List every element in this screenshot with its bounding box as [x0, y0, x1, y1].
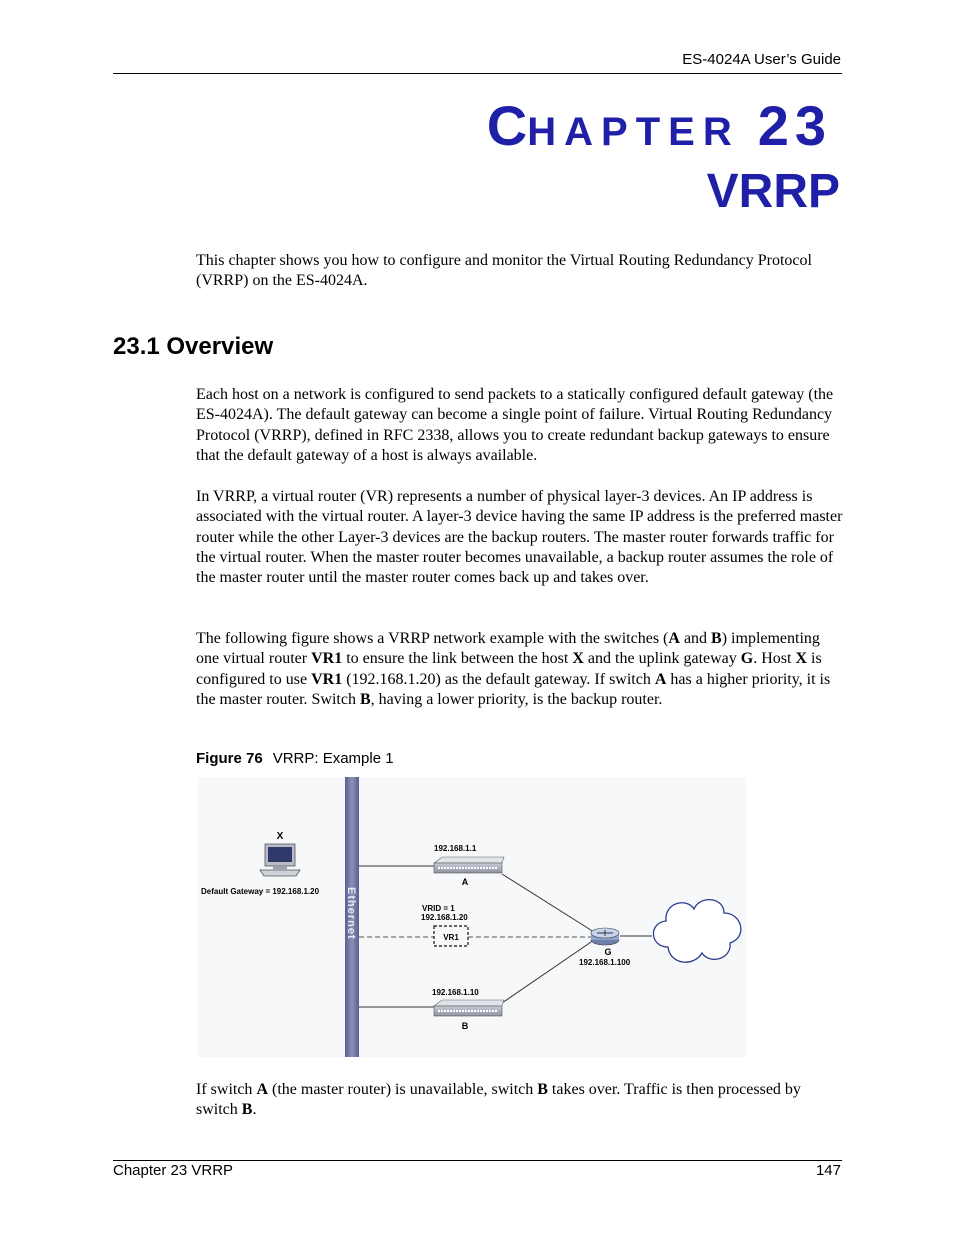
vr-ip: 192.168.1.20 [421, 913, 468, 922]
text-run: The following figure shows a VRRP network example with the switches ( [196, 630, 669, 647]
host-label: X [276, 831, 284, 842]
header-rule [113, 73, 842, 74]
bold-run: B [537, 1081, 548, 1098]
chapter-cap-letter: C [486, 94, 528, 157]
page-number: 147 [815, 1162, 841, 1179]
footer-chapter: Chapter 23 VRRP [113, 1162, 234, 1179]
bold-run: A [668, 630, 680, 647]
switch-a-ip: 192.168.1.1 [434, 844, 477, 853]
section-heading [113, 333, 273, 361]
paragraph-overview-2: In VRRP, a virtual router (VR) represents a number of physical layer-3 devices. An IP address is associated with the virtual router. A layer-3 device having the same IP address is the preferred master router while the other Layer-3 devices are the backup routers. The master router forwards traffic for the virtual router. When the master router becomes unavailable, a backup router assumes the role of the master router until the master router comes back up and takes over. [196, 488, 843, 587]
chapter-word: HAPTER [527, 110, 740, 154]
gateway-ip: 192.168.1.100 [579, 958, 631, 967]
paragraph-overview-3 [196, 629, 844, 710]
link-a-g [502, 874, 594, 932]
text-run: and [679, 630, 712, 647]
router-icon [591, 928, 619, 945]
text-run: and the uplink gateway [583, 650, 741, 668]
text-run: to ensure the link between the host [342, 650, 573, 668]
default-gateway-label: Default Gateway = 192.168.1.20 [201, 887, 320, 896]
bold-run: A [654, 670, 667, 688]
text-run: (the master router) is unavailable, switch [268, 1081, 538, 1098]
bold-run: A [256, 1081, 268, 1098]
gateway-label: G [604, 947, 612, 957]
text-run: ) implementing one virtual router [196, 630, 820, 668]
bold-run: B [359, 690, 371, 708]
ethernet-label: Ethernet [345, 887, 357, 940]
bold-run: B [241, 1101, 253, 1119]
chapter-number: 23 [757, 94, 832, 157]
switch-a-label: A [461, 877, 469, 887]
text-run: . Host [753, 650, 796, 668]
paragraph-overview-1: Each host on a network is configured to send packets to a statically configured default gateway (the ES-4024A). The default gateway can become a single point of failure. Virtual Routing Redundancy Protocol (VRRP), defined in RFC 2338, allows you to create redundant backup gateways to ensure that the default gateway of a host is always available. [196, 386, 834, 464]
bold-run: X [572, 650, 584, 668]
bold-run: B [711, 630, 722, 647]
internet-cloud-icon [653, 900, 740, 963]
figure-label: Figure 76 [196, 750, 263, 767]
text-run: is configured to use [196, 650, 822, 688]
switch-b-label: B [461, 1021, 469, 1031]
running-header: ES-4024A User’s Guide [682, 51, 841, 68]
vrrp-network-diagram [198, 777, 746, 1057]
vrid-label: VRID = 1 [422, 904, 455, 913]
text-run: , having a lower priority, is the backup router. [370, 690, 663, 708]
text-run: (192.168.1.20) as the default gateway. If switch [342, 670, 655, 688]
text-run: If switch [196, 1081, 257, 1098]
bold-run: G [740, 650, 754, 668]
figure-caption [196, 750, 394, 767]
switch-a-icon [434, 857, 504, 873]
bold-run: VR1 [311, 650, 343, 668]
section-title: Overview [166, 333, 274, 360]
switch-b-icon [434, 1000, 504, 1016]
paragraph-after-figure [196, 1080, 844, 1121]
figure-caption-text: VRRP: Example 1 [272, 750, 394, 767]
vr-label: VR1 [443, 933, 459, 942]
bold-run: X [795, 650, 808, 668]
section-number: 23.1 [113, 333, 160, 360]
footer-rule [113, 1160, 842, 1161]
vrrp-figure [198, 777, 746, 1057]
link-b-g [502, 940, 594, 1003]
bold-run: VR1 [311, 670, 343, 688]
computer-icon [260, 844, 300, 876]
switch-b-ip: 192.168.1.10 [432, 988, 479, 997]
text-run: takes over. Traffic is then processed by switch [196, 1081, 801, 1119]
chapter-title: VRRP [706, 165, 840, 218]
chapter-heading [0, 94, 832, 157]
intro-paragraph: This chapter shows you how to configure and monitor the Virtual Routing Redundancy Protocol (VRRP) on the ES-4024A. [196, 252, 812, 290]
text-run: has a higher priority, it is the master router. Switch [196, 670, 831, 708]
text-run: . [252, 1101, 257, 1119]
